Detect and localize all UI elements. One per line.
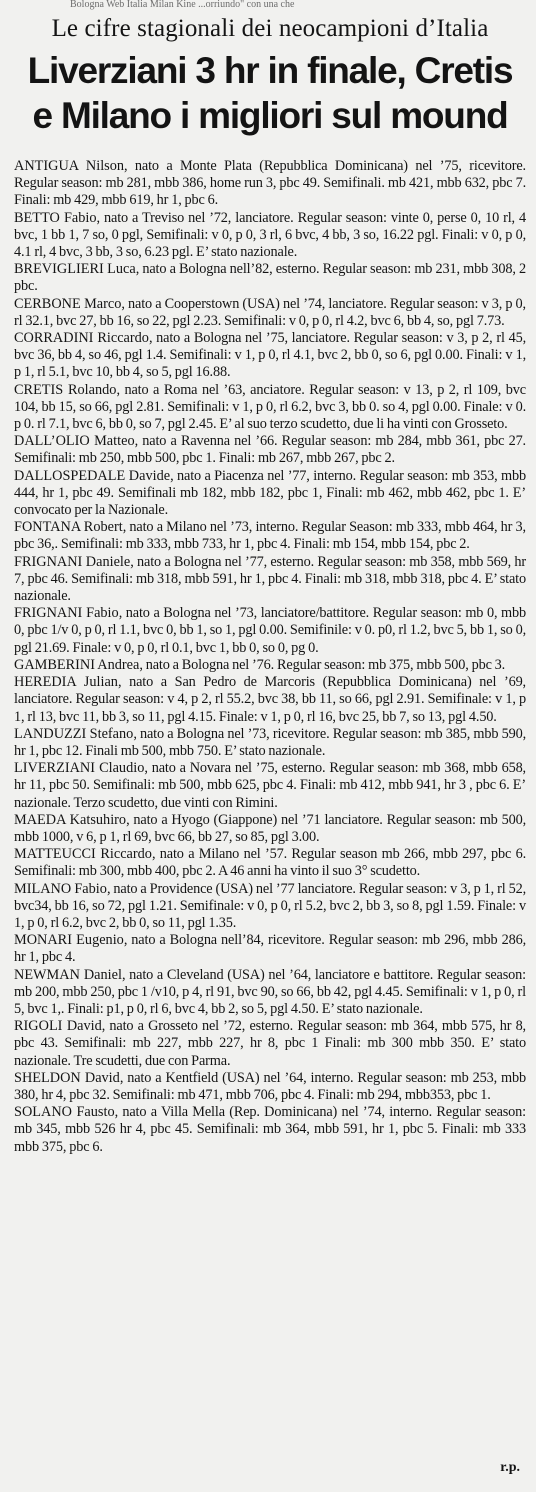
player-entry <box>14 158 526 210</box>
player-stats: , nato a Cleveland (USA) nel ’64, lanciatore e battitore. Regular season: mb 200, mbb 250, pbc 1 /v10, p 4, rl 91, bvc 90, so 66, bb 42, pgl 4.45. Semifinali: v 1, p 0, rl 5, bvc 1,. Finali: p1, p 0, rl 6, bvc 4, bb 2, so 5, pgl 4.50. E’ stato nazionale. <box>14 966 526 1017</box>
player-stats: , nato a Bologna nel ’73, ricevitore. Regular season: mb 385, mbb 590, hr 1, pbc 12. Finali mb 500, mbb 750. E’ stato nazionale. <box>14 725 526 759</box>
player-entry <box>14 674 526 726</box>
player-entry <box>14 932 526 966</box>
player-stats: , nato a Villa Mella (Rep. Dominicana) nel ’74, interno. Regular season: mb 345, mbb 526 hr 4, pbc 45. Semifinali: mb 364, mbb 591, hr 1, pbc 5. Finali: mb 333 mbb 375, pbc 6. <box>14 1104 527 1155</box>
player-entry <box>14 726 526 760</box>
player-name: MAEDA Katsuhiro <box>14 811 127 828</box>
player-entry <box>14 881 526 933</box>
player-name: SOLANO Fausto <box>14 1104 115 1121</box>
player-name: MONARI Eugenio <box>14 932 124 949</box>
player-stats: , nato a Bologna nell’82, esterno. Regular season: mb 231, mbb 308, 2 pbc. <box>14 261 527 295</box>
player-name: NEWMAN Daniel <box>14 966 122 983</box>
player-name: DALL’OLIO Matteo <box>14 433 135 450</box>
player-name: LIVERZIANI Claudio <box>14 760 145 777</box>
player-name: SHELDON David <box>14 1069 120 1086</box>
player-entry <box>14 468 526 520</box>
player-name: ANTIGUA Nilson <box>14 158 125 174</box>
player-stats: , nato a Hyogo (Giappone) nel ’71 lanciatore. Regular season: mb 500, mbb 1000, v 6, p 1, rl 69, bvc 66, bb 27, so 85, pgl 3.00. <box>14 811 526 845</box>
player-entry <box>14 605 526 657</box>
player-stats: , nato a Milano nel ’73, interno. Regular Season: mb 333, mbb 464, hr 3, pbc 36,. Semifinali: mb 333, mbb 733, hr 1, pbc 4. Finali: mb 154, mbb 154, pbc 2. <box>14 519 526 553</box>
player-stats: , nato a San Pedro de Marcoris (Repubblica Dominicana) nel ’69, lanciatore. Regular season: v 4, p 2, rl 55.2, bvc 38, bb 11, so 66, pgl 2.91. Semifinale: v 1, p 1, rl 13, bvc 11, bb 3, so 11, pgl 4.15. Finale: v 1, p 0, rl 16, bvc 25, bb 7, so 13, pgl 4.50. <box>14 674 526 725</box>
player-entry <box>14 382 526 434</box>
player-stats: , nato a Bologna nel ’73, lanciatore/battitore. Regular season: mb 0, mbb 0, pbc 1/v 0, p 0, rl 1.1, bvc 0, bb 1, so 1, pgl 0.00. Semifinile: v 0. p0, rl 1.2, bvc 5, bb 1, so 0, pgl 21.69. Finale: v 0, p 0, rl 0.1, bvc 1, bb 0, so 0, pg 0. <box>14 605 526 656</box>
player-entry <box>14 1070 526 1104</box>
article-headline: Liverziani 3 hr in finale, Cretis e Milano i migliori sul mound <box>27 50 513 136</box>
player-stats: , nato a Bologna nell’84, ricevitore. Regular season: mb 296, mbb 286, hr 1, pbc 4. <box>14 932 526 966</box>
player-stats: , nato a Ravenna nel ’66. Regular season: mb 284, mbb 361, pbc 27. Semifinali: mb 250, mbb 500, pbc 1. Finali: mb 267, mbb 267, pbc 2. <box>14 433 526 467</box>
player-stats: , nato a Bologna nel ’75, lanciatore. Regular season: v 3, p 2, rl 45, bvc 36, bb 4, so 46, pgl 1.4. Semifinali: v 1, p 0, rl 4.1, bvc 2, bb 0, so 6, pgl 0.00. Finali: v 1, p 1, rl 5.1, bvc 10, bb 4, so 5, pgl 16.88. <box>14 330 526 381</box>
player-name: RIGOLI David <box>14 1018 102 1035</box>
player-entry <box>14 433 526 467</box>
player-name: HEREDIA Julian <box>14 674 118 691</box>
player-name: MILANO Fabio <box>14 880 107 897</box>
player-stats: , nato a Treviso nel ’72, lanciatore. Regular season: vinte 0, perse 0, 10 rl, 4 bvc, 1 bb 1, 7 so, 0 pgl, Semifinali: v 0, p 0, 3 rl, 6 bvc, 4 bb, 3 so, 16.22 pgl. Finali: v 0, p 0, 4.1 rl, 4 bvc, 3 bb, 3 so, 6.23 pgl. E’ stato nazionale. <box>14 209 526 261</box>
player-stats: , nato a Kentfield (USA) nel ’64, interno. Regular season: mb 253, mbb 380, hr 4, pbc 32. Semifinali: mb 471, mbb 706, pbc 4. Finali: mb 294, mbb353, pbc 1. <box>14 1069 526 1103</box>
player-stats: , nato a Providence (USA) nel ’77 lanciatore. Regular season: v 3, p 1, rl 52, bvc34, bb 16, so 72, pgl 1.21. Semifinale: v 0, p 0, rl 5.2, bvc 2, bb 3, so 8, pgl 1.59. Finale: v 1, p 0, rl 6.2, bvc 2, bb 0, so 11, pgl 1.35. <box>14 880 526 931</box>
player-stats: , nato a Monte Plata (Repubblica Dominicana) nel ’75, ricevitore. Regular season: mb 281, mbb 386, home run 3, pbc 49. Semifinali. mb 421, mbb 632, pbc 7. Finali: mb 429, mbb 619, hr 1, pbc 6. <box>14 158 526 209</box>
player-stats: , nato a Milano nel ’57. Regular season mb 266, mbb 297, pbc 6. Semifinali: mb 300, mbb 400, pbc 2. A 46 anni ha vinto il suo 3° scudetto. <box>14 846 526 880</box>
player-stats: , nato a Roma nel ’63, anciatore. Regular season: v 13, p 2, rl 109, bvc 104, bb 15, so 66, pgl 2.81. Semifinali: v 1, p 0, rl 6.2, bvc 3, bb 0. so 4, pgl 0.00. Finale: v 0. p 0. rl 7.1, bvc 6, bb 0, so 7, pgl 2.45. E’ al suo terzo scudetto, due li ha vinti con Grosseto. <box>14 381 526 433</box>
player-entry <box>14 967 526 1019</box>
player-name: CERBONE Marco <box>14 295 122 312</box>
player-entry <box>14 554 526 606</box>
player-name: CRETIS Rolando <box>14 381 117 398</box>
player-name: FONTANA Robert <box>14 519 123 536</box>
player-name: LANDUZZI Stefano <box>14 725 134 742</box>
player-entry <box>14 846 526 880</box>
player-stats: , nato a Cooperstown (USA) nel ’74, lanciatore. Regular season: v 3, p 0, rl 32.1, bvc 27, bb 16, so 22, pgl 2.23. Semifinali: v 0, p 0, rl 4.2, bvc 6, bb 4, so, pgl 7.73. <box>14 295 526 329</box>
player-entry <box>14 1104 526 1156</box>
player-entry <box>14 330 526 382</box>
player-entry <box>14 519 526 553</box>
author-initials: r.p. <box>500 1460 520 1475</box>
player-stats: , nato a Grosseto nel ’72, esterno. Regular season: mb 364, mbb 575, hr 8, pbc 43. Semifinali: mb 227, mbb 227, hr 8, pbc 1 Finali: mb 300 mbb 350. E’ stato nazionale. Tre scudetti, due con Parma. <box>14 1018 526 1069</box>
player-name: FRIGNANI Daniele <box>14 553 131 570</box>
player-stats: , nato a Novara nel ’75, esterno. Regular season: mb 368, mbb 658, hr 11, pbc 50. Semifinali: mb 500, mbb 625, pbc 4. Finali: mb 412, mbb 941, hr 3 , pbc 6. E’ nazionale. Terzo scudetto, due vinti con Rimini. <box>14 760 526 811</box>
player-entry <box>14 296 526 330</box>
player-name: BETTO Fabio <box>14 209 97 226</box>
player-entry <box>14 261 526 295</box>
player-stats: , nato a Bologna nel ’77, esterno. Regular season: mb 358, mbb 569, hr 7, pbc 46. Semifinali: mb 318, mbb 591, hr 1, pbc 4. Finali: mb 318, mbb 318, pbc 4. E’ stato nazionale. <box>14 553 526 605</box>
player-name: MATTEUCCI Riccardo <box>14 846 152 863</box>
player-entry <box>14 210 526 262</box>
player-stats: , nato a Bologna nel ’76. Regular season: mb 375, mbb 500, pbc 3. <box>139 656 506 673</box>
player-entry <box>14 812 526 846</box>
player-entry <box>14 760 526 812</box>
article-subhead: Le cifre stagionali dei neocampioni d’Italia <box>51 15 489 42</box>
player-stats-list <box>14 158 526 1156</box>
player-name: FRIGNANI Fabio <box>14 605 119 622</box>
player-name: DALLOSPEDALE Davide <box>14 467 171 484</box>
player-name: GAMBERINI Andrea <box>14 656 140 673</box>
player-entry <box>14 657 526 674</box>
player-name: CORRADINI Riccardo <box>14 330 149 347</box>
player-entry <box>14 1018 526 1070</box>
cropped-previous-text: Bologna Web Italia Milan Kine ...orriundo" con una che <box>70 0 295 10</box>
player-stats: , nato a Piacenza nel ’77, interno. Regular season: mb 353, mbb 444, hr 1, pbc 49. Semifinali mb 182, mbb 182, pbc 1, Finali: mb 462, mbb 462, pbc 1. E’ convocato per la Nazionale. <box>14 467 527 519</box>
player-name: BREVIGLIERI Luca <box>14 261 136 278</box>
